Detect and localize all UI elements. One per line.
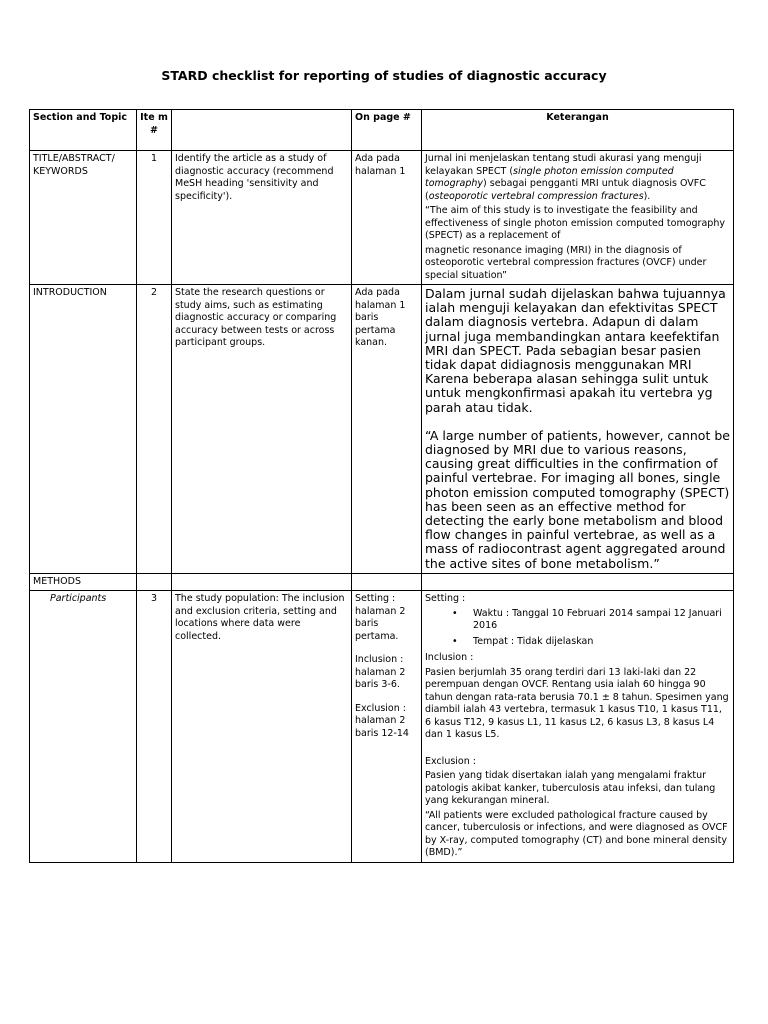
exclusion-label: Exclusion :	[425, 755, 476, 767]
setting-list	[425, 608, 730, 649]
inclusion-label: Inclusion :	[425, 652, 474, 664]
table-row	[30, 573, 734, 591]
notes-cell	[422, 285, 734, 574]
item-description: The study population: The inclusion and exclusion criteria, setting and locations where data were collected.	[172, 591, 352, 863]
table-row	[30, 591, 734, 863]
notes-paragraph	[425, 153, 730, 203]
page-inclusion: Inclusion : halaman 2 baris 3-6.	[355, 654, 406, 691]
empty-cell	[422, 573, 734, 591]
item-description: Identify the article as a study of diagnostic accuracy (recommend MeSH heading 'sensitivity and specificity').	[172, 151, 352, 285]
notes-italic-term: single photon emission computed tomography	[425, 165, 674, 189]
header-notes: Keterangan	[422, 110, 734, 151]
item-number: 3	[137, 591, 172, 863]
empty-cell	[352, 573, 422, 591]
header-description	[172, 110, 352, 151]
page-setting: Setting : halaman 2 baris pertama.	[355, 593, 406, 642]
notes-quote: “The aim of this study is to investigate the feasibility and effectiveness of single photon emission computed tomography (SPECT) as a replacement of	[425, 205, 725, 241]
page-reference	[352, 591, 422, 863]
page-reference: Ada pada halaman 1	[352, 151, 422, 285]
notes-paragraph: Dalam jurnal sudah dijelaskan bahwa tujuannya ialah menguji kelayakan dan efektivitas SPECT dalam diagnosis vertebra. Adapun di dalam jurnal juga membandingkan antara keefektifan MRI dan SPECT. Pada sebagian besar pasien tidak dapat didiagnosis menggunakan MRI Karena beberapa alasan sehingga sulit untuk untuk mengkonfirmasi apakah itu vertebra yg parah atau tidak.	[425, 286, 726, 415]
subsection-participants: Participants	[30, 591, 137, 863]
item-number: 2	[137, 285, 172, 574]
table-row	[30, 151, 734, 285]
section-methods: METHODS	[30, 573, 137, 591]
item-number: 1	[137, 151, 172, 285]
stard-checklist-table	[29, 109, 734, 863]
empty-cell	[137, 573, 172, 591]
notes-italic-term: osteoporotic vertebral compression fractures	[428, 190, 644, 202]
inclusion-text: Pasien berjumlah 35 orang terdiri dari 13 laki-laki dan 22 perempuan dengan OVCF. Rentang usia ialah 60 hingga 90 tahun dengan rata-rata berusia 70.1 ± 8 tahun. Spesimen yang diambil ialah 43 vertebra, termasuk 1 kasus T10, 1 kasus T11, 6 kasus T12, 9 kasus L1, 11 kasus L2, 6 kasus L3, 8 kasus L4 dan 1 kasus L5.	[425, 666, 729, 741]
notes-cell	[422, 591, 734, 863]
exclusion-quote: “All patients were excluded pathological fracture caused by cancer, tuberculosis or infections, and were diagnosed as OVCF by X-ray, computed tomography (CT) and bone mineral density (BMD).”	[425, 809, 728, 859]
header-item-number: Ite m #	[137, 110, 172, 151]
notes-quote-continued: magnetic resonance imaging (MRI) in the diagnosis of osteoporotic vertebral compression fractures (OVCF) under special situation”	[425, 244, 707, 281]
notes-quote: “A large number of patients, however, cannot be diagnosed by MRI due to various reasons, causing great difficulties in the confirmation of painful vertebrae. For imaging all bones, single photon emission computed tomography (SPECT) has been seen as an effective method for detecting the early bone metabolism and blood flow changes in painful vertebrae, as well as a mass of radiocontrast agent aggregated around the active sites of bone metabolism.”	[425, 427, 730, 571]
empty-cell	[172, 573, 352, 591]
notes-text: ).	[643, 190, 651, 202]
item-description: State the research questions or study aims, such as estimating diagnostic accuracy or comparing accuracy between tests or across participant groups.	[172, 285, 352, 574]
page-reference: Ada pada halaman 1 baris pertama kanan.	[352, 285, 422, 574]
exclusion-text: Pasien yang tidak disertakan ialah yang mengalami fraktur patologis akibat kanker, tuberculosis atau infeksi, dan tulang yang kekurangan mineral.	[425, 770, 716, 807]
notes-text: ) sebagai pengganti MRI untuk diagnosis OVFC (	[425, 178, 706, 202]
header-section: Section and Topic	[30, 110, 137, 151]
header-row	[30, 110, 734, 151]
list-item: • Tempat : Tidak dijelaskan	[425, 636, 730, 649]
setting-label: Setting :	[425, 593, 466, 605]
list-item: • Waktu : Tanggal 10 Februari 2014 sampai 12 Januari 2016	[425, 608, 730, 633]
page-exclusion: Exclusion : halaman 2 baris 12-14	[355, 702, 409, 739]
section-title-abstract: TITLE/ABSTRACT/ KEYWORDS	[30, 151, 137, 285]
header-page: On page #	[352, 110, 422, 151]
notes-cell	[422, 151, 734, 285]
document-title: STARD checklist for reporting of studies of diagnostic accuracy	[161, 68, 607, 83]
section-introduction: INTRODUCTION	[30, 285, 137, 574]
table-row	[30, 285, 734, 574]
notes-text: Jurnal ini menjelaskan tentang studi akurasi yang menguji kelayakan SPECT (	[425, 153, 702, 177]
